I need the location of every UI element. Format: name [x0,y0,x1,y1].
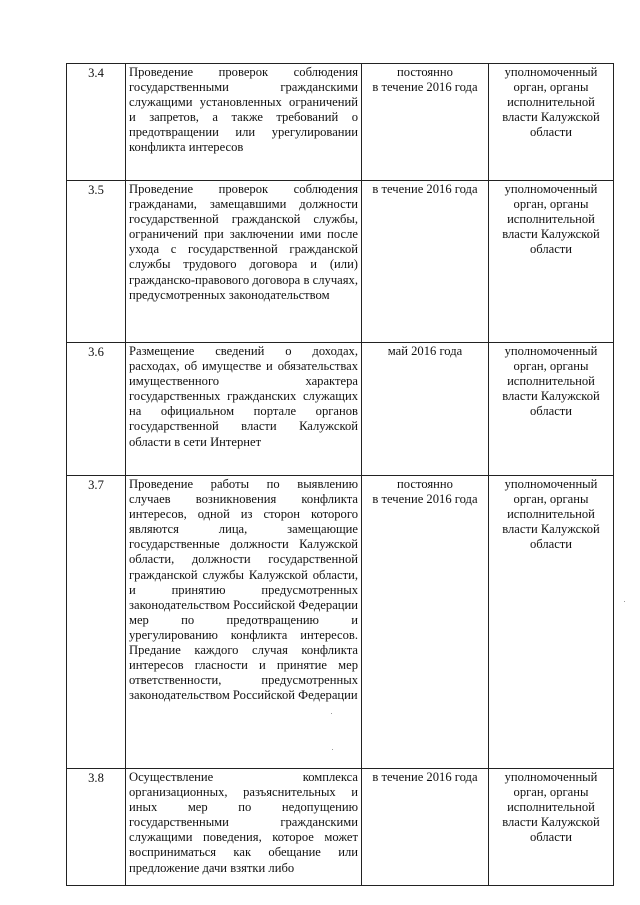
row-number: 3.5 [67,181,126,343]
measure-responsible: уполномоченный орган, органы исполнительной власти Калужской области [489,64,614,181]
row-number: 3.4 [67,64,126,181]
measures-table [66,63,614,886]
measure-responsible: уполномоченный орган, органы исполнительной власти Калужской области [489,343,614,476]
measure-description: Размещение сведений о доходах, расходах, об имуществе и обязательствах имущественного характера государственных гражданских служащих на официальном портале органов государственной власти Калужской области в сети Интернет [126,343,362,476]
measure-term: в течение 2016 года [362,769,489,886]
scan-speck [331,713,332,714]
measure-term: май 2016 года [362,343,489,476]
measure-description: Осуществление комплекса организационных, разъяснительных и иных мер по недопущению государственными гражданскими служащими поведения, которое может восприниматься как обещание или предложение дачи взятки либо [126,769,362,886]
measure-description: Проведение проверок соблюдения государственными гражданскими служащими установленных ограничений и запретов, а также требований о предотвращении или урегулировании конфликта интересов [126,64,362,181]
table-row [67,476,614,769]
table-row [67,769,614,886]
row-number: 3.8 [67,769,126,886]
scan-speck [624,601,625,602]
row-number: 3.7 [67,476,126,769]
measure-term: постоянно в течение 2016 года [362,476,489,769]
document-page [66,63,613,886]
row-number: 3.6 [67,343,126,476]
scan-speck [332,749,333,750]
table-row [67,64,614,181]
measure-responsible: уполномоченный орган, органы исполнительной власти Калужской области [489,476,614,769]
measure-responsible: уполномоченный орган, органы исполнительной власти Калужской области [489,769,614,886]
measure-description: Проведение работы по выявлению случаев возникновения конфликта интересов, одной из сторон которого являются лица, замещающие государственные должности Калужской области, должности государственной гражданской службы Калужской области, и принятию предусмотренных законодательством Российской Федерации мер по предотвращению и урегулированию конфликта интересов. Предание каждого случая конфликта интересов гласности и принятие мер ответственности, предусмотренных законодательством Российской Федерации [126,476,362,769]
measure-term: в течение 2016 года [362,181,489,343]
measure-term: постоянно в течение 2016 года [362,64,489,181]
table-row [67,181,614,343]
measure-description: Проведение проверок соблюдения гражданами, замещавшими должности государственной гражданской службы, ограничений при заключении ими после ухода с государственной гражданской службы трудового договора и (или) гражданско-правового договора в случаях, предусмотренных законодательством [126,181,362,343]
measure-responsible: уполномоченный орган, органы исполнительной власти Калужской области [489,181,614,343]
table-row [67,343,614,476]
